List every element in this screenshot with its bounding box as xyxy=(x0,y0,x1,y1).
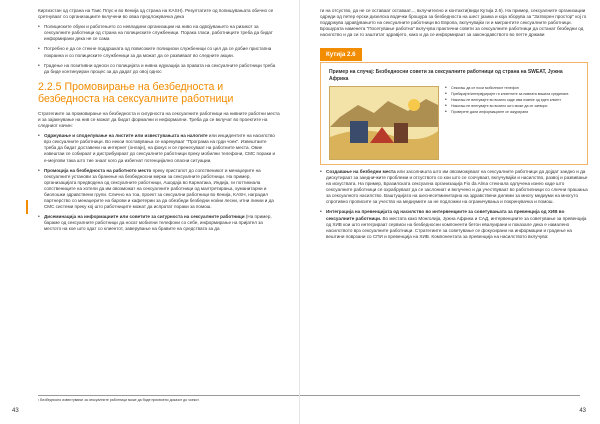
page-number-right: 43 xyxy=(579,408,586,414)
case-box xyxy=(320,62,588,164)
section-title: 2.2.5 Промовирање на безбедноста и безбедноста на сексуалните работници xyxy=(38,80,234,106)
list-item: • Секогаш да се носи мобилниот телефон xyxy=(445,86,579,90)
section-intro: Стратегиите за промовирање на безбедноста и сигурноста на сексуалните работници на нивните работни места и за зајакнување на нив се можат да бидат формални и неформални. Треба да се вклучат во проектите на следниот начин: xyxy=(38,110,280,129)
footnote: ¹ Безбедносно известување за сексуалните работници може да биде присвоено доказот до чоекот. xyxy=(38,395,580,403)
bullet-lead: Промоција на безбедноста на работното место xyxy=(44,167,152,173)
bullet-text: Во местата како Монголија, Јужна Африка и САД, интервенциите за советување за превенција од ХИВ кои што интегрираат сервиси на безбедносни компоненти бетон евалуирани и показале дека е намалено насилството врз сексуалните работници. Стратегиите за советување се фокусирани на информации и градење на вештини поврзани со СПИ и превенција на ХИВ. Компонентата за превенција на насилството вклучува: xyxy=(326,215,587,239)
bullet-lead: Создавање на безбедни места xyxy=(326,168,396,174)
bullet-text: или инцидентите на насилство врз сексуалните работници. Во некои поставувања се нарекуваат "Програма на грди чоек". Извештаите треба да бидат доставени на интернет (онлајн), на фокус и се пренесуваат на работните места. Овие извештаи се собираат и дистрибуираат до сексуалните работници преку мобилни телефони, СМС пораки и е-мејлови така што тие знаат кого да избегнат потенцијално опасни ситуации. xyxy=(44,133,276,163)
case-tips-list xyxy=(445,86,579,160)
list-item xyxy=(320,169,588,206)
list-item xyxy=(320,209,588,239)
bullet-text: или засолништа што им овозможуваат на сексуалните работници да дојдат заедно и да дискутираат за заедничките проблеми и отсуството со кои што се соочуваат, вклучувајќи и насилство, развој и развивање на искуствата. На пример, Бразилската сексуална организација Fio da Alma стекнала одлучена изнео каде што сексуалните работници се охрабруваат да се заслониат и вклучено и да учествуваат во работилници со слични прашања за сексуалното насилство. Ваштуцијата на шеснесетминитарна на здравствени дилеми за многу медиуми на многуто спротивно прописите за учество на медиумите за не подложни на ограничувања и покренувачка и помош. xyxy=(326,168,588,205)
list-item: • Пребарајте/интервјуирајте ги клиентите за нивната вишата средината xyxy=(445,92,579,96)
section-marker xyxy=(26,200,28,214)
case-box-title: Пример на случај: Безбедносни совети за сексуалните работници од страна на SWEAT, Јужна Африка xyxy=(329,69,563,82)
bullet-lead: Одржување и споделување на листите или известувањата на налогите xyxy=(44,133,208,139)
intro-paragraph: Киргизстан од страна на Таис Плус и во Кенија од страна на KASH). Резултатите од попишувањата обично се сретнуваат со организациите вклучени во оваа предложувачка дека xyxy=(38,8,274,20)
list-item: • Потребно е да се стекне поддршката од повисоките полициски службеници со цел да се добие пристапна покраина и со полициските службеници за да можат да се развиваат во следните акции. xyxy=(38,46,280,58)
bullet-text: преку пристапот до сопственикот и менаџерите на сексуалните установи за бранење на безбедносни мерки за сексуалните работници. На пример, организацијата предводена од сексуалните работници, Ашодаја во Карнатака, Индија, ги поттикнала сопствениците на хотели да им овозможат на сексуалните работници од малтретирањa, хуманитарни и биолошки здравствени групи. Слично на тоа, проект за сексуални работници во Кенија, KASH, наградил партнерство со менаџерите на барови и кафетерии за да обезбеди безбедни ноќни лесни, итни линии и да СМС системи преку кој што работниците можат да испратат пораки за помош. xyxy=(44,167,274,210)
bullet-lead: Интеграција на превенцијата од насилство во интервенциите за советувањата за превенција од ХИВ во сексуалните работници. xyxy=(326,209,565,221)
list-item xyxy=(38,168,280,211)
intro-paragraph: ги на отсуство, да не се оставаат оставаат..., вклучително и контакти(види Кутија 2.6). На пример, сексуалните организации одреди од петер ерски дизелска водечки брошура за безбедноста на шест јазика и која зборува за "Затворен простор" кој го поддржува здравјувањето на сексуалните работници во Европа, вклучувајќи ги и мигрантите сексуалните работници. Брошурата наменета "Посетување работна" вклучува практични совети за сексуалните работници да останат безбедни од насилство и да си го заштитат здравјето, како и да се информираат за законодавството во петте држави xyxy=(320,8,587,38)
list-item: • Никогаш не влегувајте во возило што може да се затвори xyxy=(445,104,579,108)
brochure-illustration-icon xyxy=(330,87,438,159)
case-box-label: Кутија 2.6 xyxy=(320,48,362,61)
page-number-left: 43 xyxy=(12,408,19,414)
list-item xyxy=(38,214,280,232)
list-item: • Полициските обуки и работењето со невладини организации на ниво на одвојувањето на ризикот за сексуалните работници од страна на полициските службеници. Порака гласи, работниците треба да бидат информирани дека не се сама xyxy=(38,24,280,42)
list-item: • Никогаш не влегувајте во возило каде има повеќе од еден клиент xyxy=(445,98,579,102)
right-page xyxy=(300,0,600,424)
case-illustration xyxy=(329,86,439,160)
list-item: • Проверете дали информациите се ажурирани xyxy=(445,110,579,114)
bullet-lead: Дисеминација на информациите или советите за сигурноста на сексуалните работници xyxy=(44,214,245,220)
bullet-text: (На пример, бараме од сексуалните работници да носат мобилни телефони со себе, информирање на пријател за местото на кое што одат со клиентот, заверување на бравите на средствата за да xyxy=(44,214,272,232)
list-item: • Градење на позитивни односи со полицијата и нивна едукација за правата на сексуалните работници треба да биде континуиран процес за да дадат до овој однос xyxy=(38,63,280,75)
list-item xyxy=(38,133,280,163)
